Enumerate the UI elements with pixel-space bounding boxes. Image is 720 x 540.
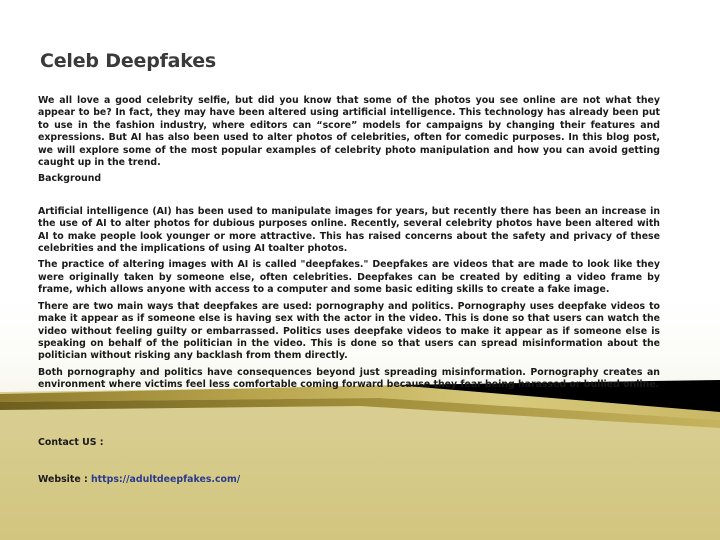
website-label: Website : (38, 474, 91, 485)
paragraph-deepfakes-definition: The practice of altering images with AI is called "deepfakes." Deepfakes are videos that are made to look like they were originally taken by someone else, often celebrities. Deepfakes can be created by editing a video frame by frame, which allows anyone with access to a computer and some basic editing skills to create a fake image. (38, 259, 660, 296)
website-line (38, 474, 240, 485)
background-heading: Background (38, 173, 102, 185)
paragraph-consequences: Both pornography and politics have consequences beyond just spreading misinformation. Pornography creates an environment where victims feel less comfortable coming forward because they fear being harassed or bullied online. (38, 366, 660, 391)
page-title: Celeb Deepfakes (40, 50, 216, 72)
paragraph-deepfake-uses: There are two main ways that deepfakes are used: pornography and politics. Pornography uses deepfake videos to make it appear as if someone else is having sex with the actor in the video. This is done so that users can watch the video without feeling guilty or embarrassed. Politics uses deepfake videos to make it appear as if someone else is speaking on behalf of the politician in the video. This is done so that users can spread misinformation about the politician without risking any backlash from them directly. (38, 300, 660, 362)
intro-paragraph: We all love a good celebrity selfie, but did you know that some of the photos you see online are not what they appear to be? In fact, they may have been altered using artificial intelligence. This technology has already been put to use in the fashion industry, where editors can “score” models for campaigns by changing their features and expressions. But AI has also been used to alter photos of celebrities, often for comedic purposes. In this blog post, we will explore some of the most popular examples of celebrity photo manipulation and how you can avoid getting caught up in the trend. (38, 95, 660, 169)
contact-label: Contact US : (38, 437, 104, 448)
paragraph-ai-manipulation: Artificial intelligence (AI) has been used to manipulate images for years, but recently there has been an increase in the use of AI to alter photos for dubious purposes online. Recently, several celebrity photos have been altered with AI to make people look younger or more attractive. This has raised concerns about the safety and privacy of these celebrities and the implications of using AI toalter photos. (38, 205, 660, 255)
website-link[interactable]: https://adultdeepfakes.com/ (91, 474, 241, 485)
article-body (38, 95, 660, 396)
